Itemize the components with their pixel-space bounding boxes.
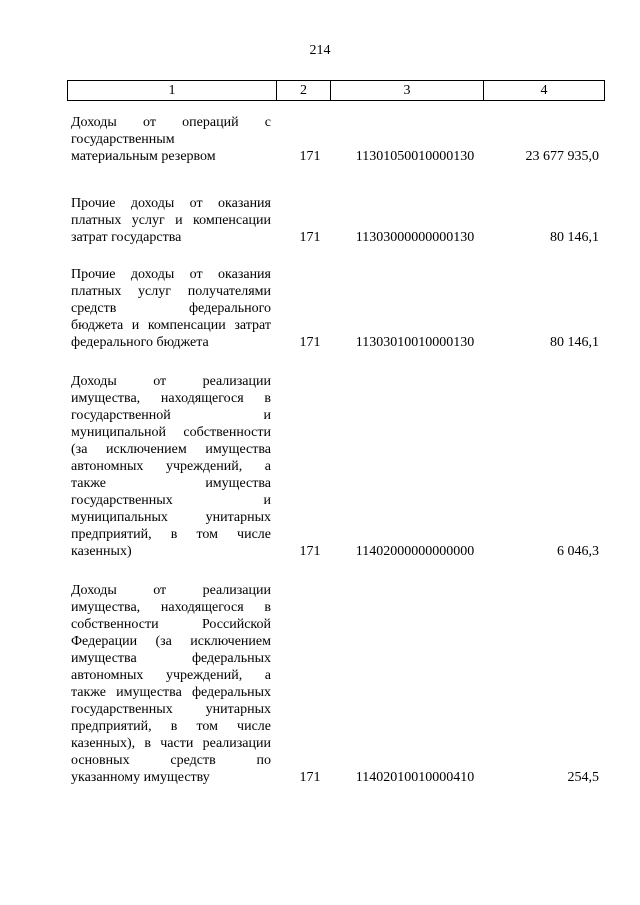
row-name-line: муниципальных унитарных bbox=[71, 510, 271, 525]
row-name-line: государственным bbox=[71, 132, 175, 147]
row-name-line: платных услуг получателями bbox=[71, 284, 271, 299]
row-name-line: государственной и bbox=[71, 408, 271, 423]
row-name-line: имущества, находящегося в bbox=[71, 391, 271, 406]
row-name bbox=[71, 266, 271, 351]
row-name-line: основных средств по bbox=[71, 753, 271, 768]
row-name-line: указанному имуществу bbox=[71, 770, 210, 785]
row-name-line: государственных унитарных bbox=[71, 702, 271, 717]
header-col-4: 4 bbox=[540, 83, 548, 98]
row-name-line: Доходы от операций с bbox=[71, 115, 271, 130]
row-amount: 6 046,3 bbox=[557, 544, 599, 559]
row-kbk: 11303010010000130 bbox=[355, 335, 475, 350]
row-name-line: имущества, находящегося в bbox=[71, 600, 271, 615]
row-name-line: предприятий, в том числе bbox=[71, 527, 271, 542]
row-name bbox=[71, 582, 271, 786]
row-name-line: Федерации (за исключением bbox=[71, 634, 271, 649]
row-code: 171 bbox=[299, 770, 321, 785]
row-name-line: также имущества bbox=[71, 476, 271, 491]
header-col-3: 3 bbox=[331, 81, 484, 100]
row-code: 171 bbox=[299, 544, 321, 559]
row-name-line: Прочие доходы от оказания bbox=[71, 267, 271, 282]
row-name-line: федерального бюджета bbox=[71, 335, 209, 350]
row-name-line: Доходы от реализации bbox=[71, 583, 271, 598]
row-name bbox=[71, 114, 271, 165]
row-amount: 80 146,1 bbox=[550, 335, 599, 350]
row-name-line: автономных учреждений, а bbox=[71, 459, 271, 474]
row-name-line: Доходы от реализации bbox=[71, 374, 271, 389]
row-name-line: также имущества федеральных bbox=[71, 685, 271, 700]
row-kbk: 11402010010000410 bbox=[355, 770, 475, 785]
row-name-line: предприятий, в том числе bbox=[71, 719, 271, 734]
table-header bbox=[67, 80, 605, 101]
row-name bbox=[71, 195, 271, 246]
row-name-line: муниципальной собственности bbox=[71, 425, 271, 440]
row-name-line: имущества федеральных bbox=[71, 651, 271, 666]
page-number: 214 bbox=[309, 43, 331, 58]
row-kbk: 11301050010000130 bbox=[355, 149, 475, 164]
row-name-line: автономных учреждений, а bbox=[71, 668, 271, 683]
row-code: 171 bbox=[299, 230, 321, 245]
row-amount: 23 677 935,0 bbox=[525, 149, 599, 164]
row-amount: 80 146,1 bbox=[550, 230, 599, 245]
header-col-1: 1 bbox=[68, 81, 277, 100]
row-code: 171 bbox=[299, 335, 321, 350]
header-col-2: 2 bbox=[277, 81, 331, 100]
row-name-line: казенных), в части реализации bbox=[71, 736, 271, 751]
row-name bbox=[71, 373, 271, 560]
row-name-line: средств федерального bbox=[71, 301, 271, 316]
row-name-line: бюджета и компенсации затрат bbox=[71, 318, 271, 333]
row-amount: 254,5 bbox=[567, 770, 599, 785]
row-kbk: 11303000000000130 bbox=[355, 230, 475, 245]
row-name-line: (за исключением имущества bbox=[71, 442, 271, 457]
row-name-line: затрат государства bbox=[71, 230, 182, 245]
row-code: 171 bbox=[299, 149, 321, 164]
row-name-line: казенных) bbox=[71, 544, 132, 559]
row-name-line: государственных и bbox=[71, 493, 271, 508]
row-name-line: материальным резервом bbox=[71, 149, 216, 164]
row-name-line: платных услуг и компенсации bbox=[71, 213, 271, 228]
row-kbk: 11402000000000000 bbox=[355, 544, 475, 559]
row-name-line: собственности Российской bbox=[71, 617, 271, 632]
row-name-line: Прочие доходы от оказания bbox=[71, 196, 271, 211]
